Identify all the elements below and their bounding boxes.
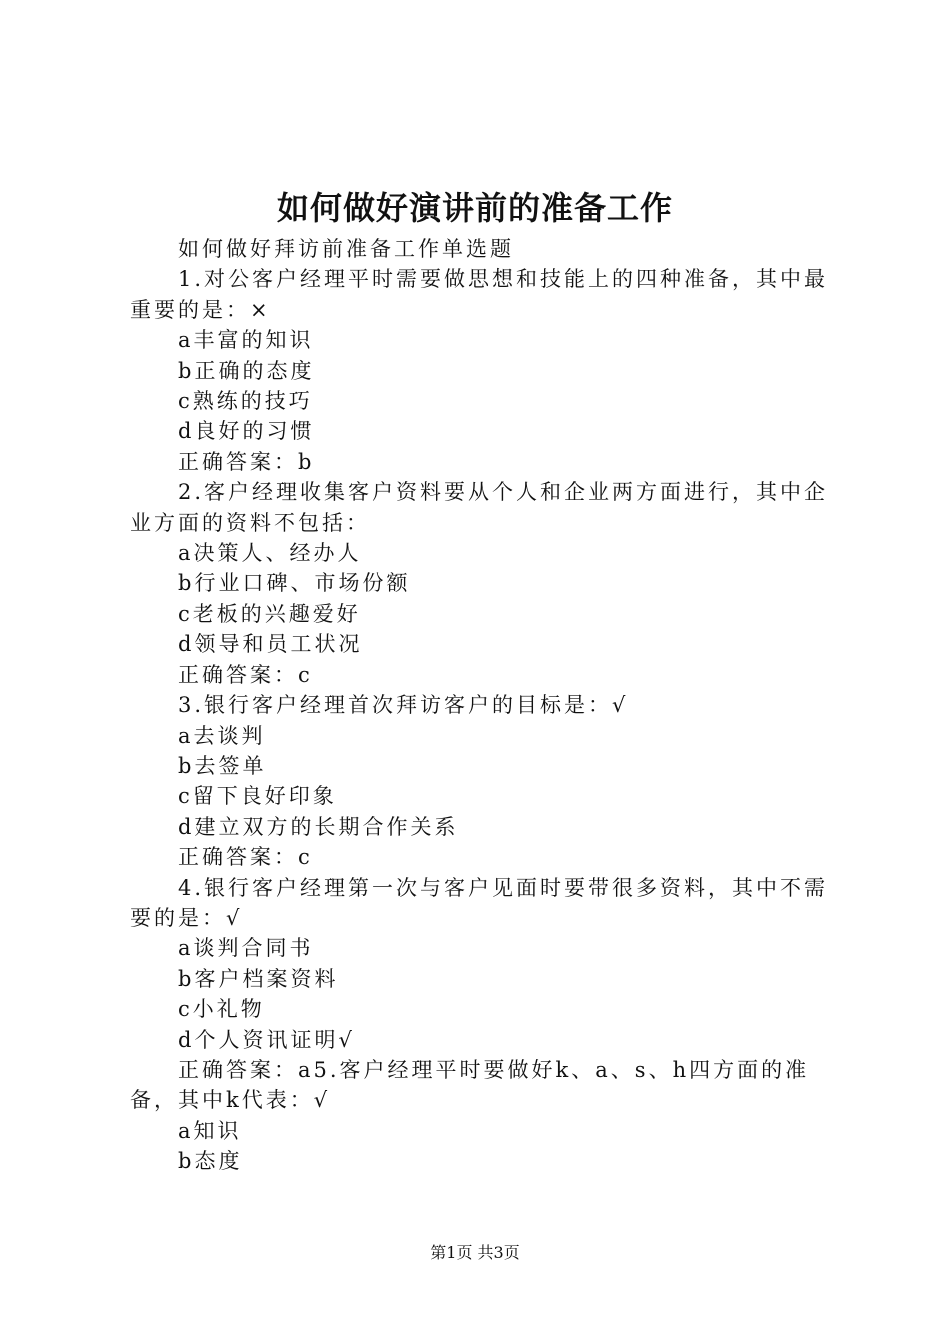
question-4-option-d: d个人资讯证明√	[178, 1027, 355, 1052]
question-1-option-c: c熟练的技巧	[178, 389, 313, 414]
question-3-option-d: d建立双方的长期合作关系	[178, 814, 459, 839]
document-title: 如何做好演讲前的准备工作	[276, 189, 673, 227]
question-1-option-a: a丰富的知识	[178, 328, 314, 353]
question-4-text: 4.银行客户经理第一次与客户见面时要带很多资料，其中不需要的是：√	[130, 875, 829, 930]
question-3-option-c: c留下良好印象	[178, 784, 337, 809]
question-2-answer: 正确答案：c	[178, 662, 313, 687]
question-3-answer: 正确答案：c	[178, 845, 313, 870]
question-1-option-d: d良好的习惯	[178, 419, 315, 444]
question-3-option-a: a去谈判	[178, 723, 266, 748]
document-body	[130, 234, 830, 1177]
question-1-text: 1.对公客户经理平时需要做思想和技能上的四种准备，其中最重要的是：×	[130, 267, 829, 322]
question-2-text: 2.客户经理收集客户资料要从个人和企业两方面进行，其中企业方面的资料不包括：	[130, 480, 829, 535]
question-2-option-b: b行业口碑、市场份额	[178, 571, 411, 596]
question-1-option-b: b正确的态度	[178, 358, 315, 383]
question-2-option-d: d领导和员工状况	[178, 632, 363, 657]
question-4-option-c: c小礼物	[178, 997, 265, 1022]
question-2-option-c: c老板的兴趣爱好	[178, 601, 361, 626]
question-5-text: 正确答案：a5.客户经理平时要做好k、a、s、h四方面的准备，其中k代表：√	[130, 1057, 810, 1113]
question-1-answer: 正确答案：b	[178, 449, 315, 474]
page-footer: 第1页 共3页	[430, 1243, 520, 1262]
question-4-option-b: b客户档案资料	[178, 966, 339, 991]
question-5-option-b: b态度	[178, 1149, 243, 1174]
question-2-option-a: a决策人、经办人	[178, 541, 362, 566]
question-3-text: 3.银行客户经理首次拜访客户的目标是：√	[178, 693, 629, 718]
question-3-option-b: b去签单	[178, 753, 267, 778]
question-4-option-a: a谈判合同书	[178, 936, 314, 961]
question-5-option-a: a知识	[178, 1118, 242, 1143]
section-heading: 如何做好拜访前准备工作单选题	[178, 237, 514, 261]
